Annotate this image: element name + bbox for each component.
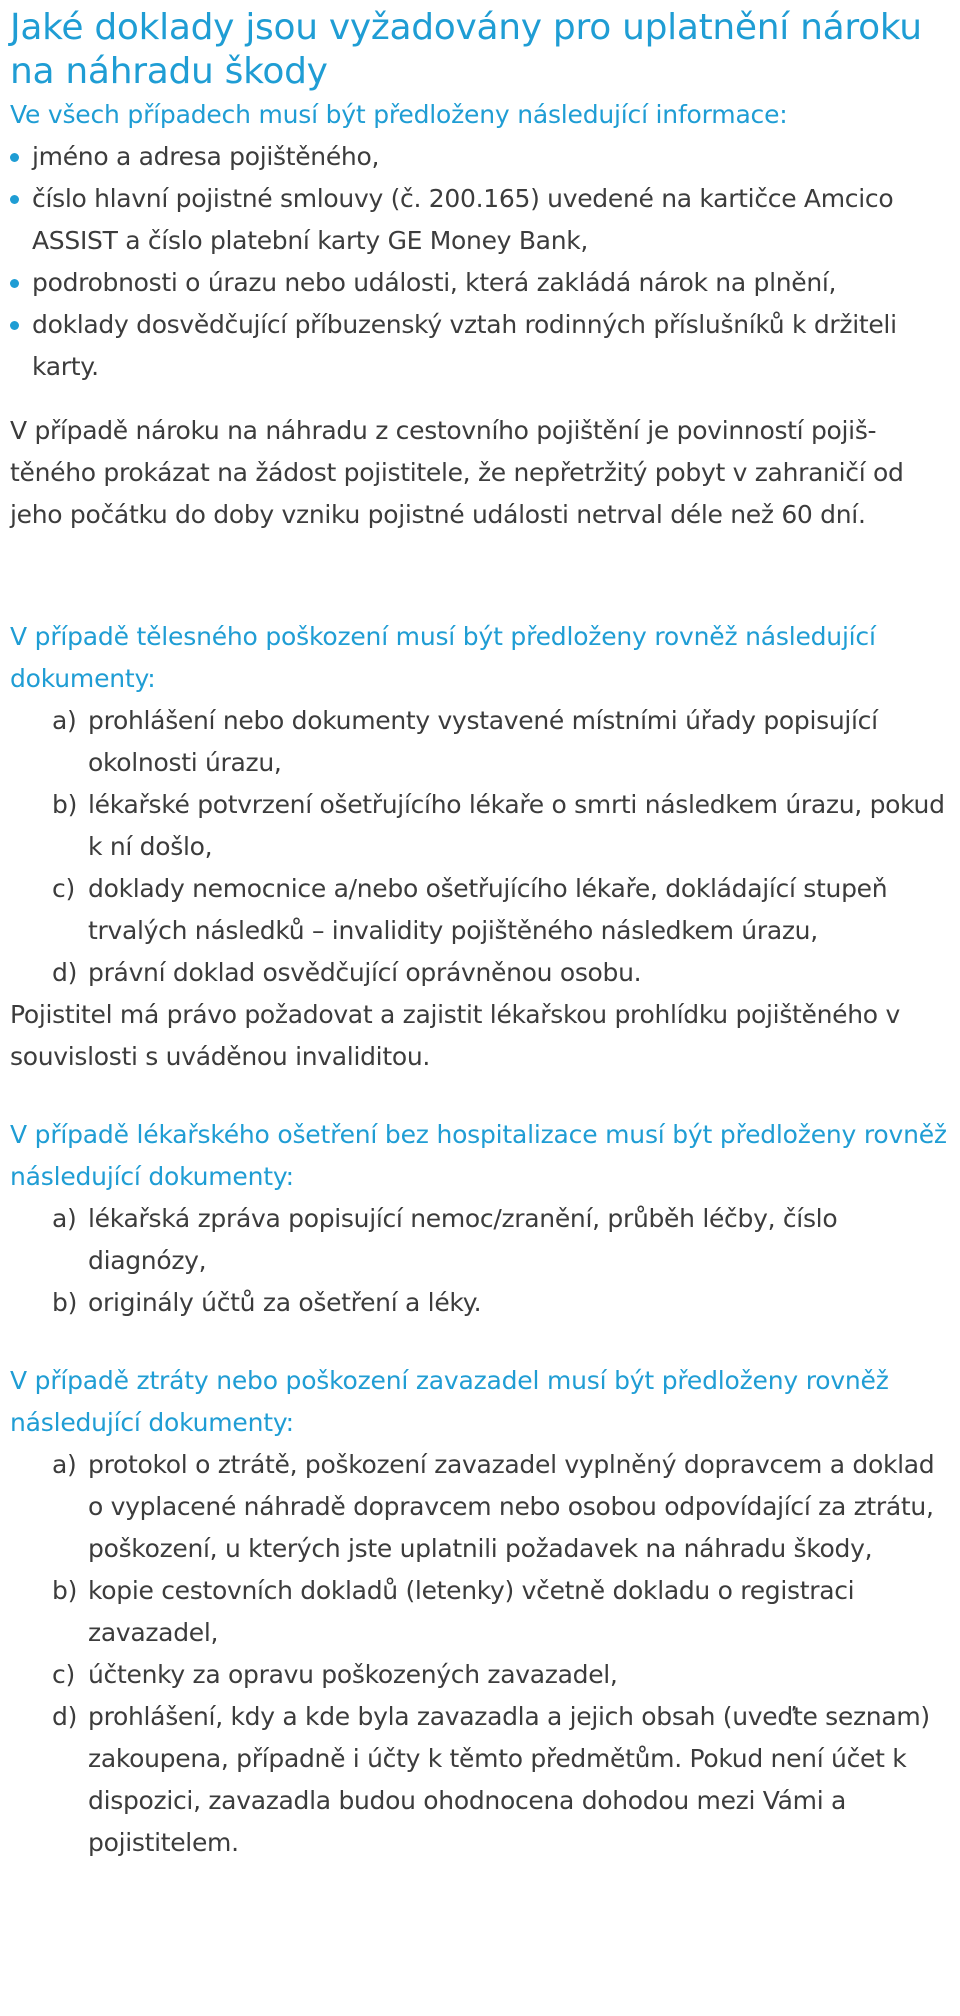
item-marker: a) — [52, 706, 77, 735]
item-text: prohlášení, kdy a kde byla zavazadla a jejich obsah (uveďte seznam) zakoupena, případně i účty k těmto předmětům. Pokud není účet k dispozici, zavazadla budou ohodnocena dohodou mezi Vámi a pojistitelem. — [88, 1702, 930, 1857]
list-item — [10, 1654, 950, 1696]
travel-paragraph: V případě nároku na náhradu z cestovního pojištění je povinností pojiš-těného prokázat na žádost pojistitele, že nepřetržitý pobyt v zahraničí od jeho počátku do doby vzniku pojistné události netrval déle než 60 dní. — [10, 416, 904, 529]
list-item — [10, 1282, 950, 1324]
item-text: lékařská zpráva popisující nemoc/zranění, průběh léčby, číslo diagnózy, — [88, 1204, 838, 1275]
list-item — [10, 1198, 950, 1282]
list-item — [10, 700, 950, 784]
list-item — [10, 868, 950, 952]
list-item: doklady dosvědčující příbuzenský vztah rodinných příslušníků k držiteli karty. — [10, 304, 950, 388]
item-marker: b) — [52, 1576, 78, 1605]
page-title: Jaké doklady jsou vyžadovány pro uplatnění nároku na náhradu škody — [10, 7, 922, 92]
luggage-document-list — [10, 1444, 950, 1864]
outpatient-document-list — [10, 1198, 950, 1324]
item-marker: b) — [52, 790, 78, 819]
list-item: jméno a adresa pojištěného, — [10, 136, 950, 178]
list-item — [10, 784, 950, 868]
intro-list — [10, 136, 950, 388]
list-item: podrobnosti o úrazu nebo události, která zakládá nárok na plnění, — [10, 262, 950, 304]
item-marker: d) — [52, 958, 78, 987]
item-text: prohlášení nebo dokumenty vystavené místními úřady popisující okolnosti úrazu, — [88, 706, 878, 777]
item-text: účtenky za opravu poškozených zavazadel, — [88, 1660, 618, 1689]
list-item — [10, 1444, 950, 1570]
item-text: lékařské potvrzení ošetřujícího lékaře o smrti následkem úrazu, pokud k ní došlo, — [88, 790, 945, 861]
injury-document-list — [10, 700, 950, 994]
item-marker: a) — [52, 1204, 77, 1233]
item-text: protokol o ztrátě, poškození zavazadel vyplněný dopravcem a doklad o vyplacené náhradě dopravcem nebo osobou odpovídající za ztrátu, poškození, u kterých jste uplatnili požadavek na náhradu škody, — [88, 1450, 935, 1563]
item-marker: d) — [52, 1702, 78, 1731]
injury-note: Pojistitel má právo požadovat a zajistit lékařskou prohlídku pojištěného v souvislosti s uváděnou invaliditou. — [10, 1000, 900, 1071]
item-text: právní doklad osvědčující oprávněnou osobu. — [88, 958, 642, 987]
item-marker: c) — [52, 874, 75, 903]
section-heading-luggage: V případě ztráty nebo poškození zavazadel musí být předloženy rovněž následující dokumenty: — [10, 1366, 889, 1437]
list-item — [10, 1696, 950, 1864]
section-heading-outpatient: V případě lékařského ošetření bez hospitalizace musí být předloženy rovněž následující dokumenty: — [10, 1120, 947, 1191]
item-marker: a) — [52, 1450, 77, 1479]
item-text: kopie cestovních dokladů (letenky) včetně dokladu o registraci zavazadel, — [88, 1576, 855, 1647]
item-marker: b) — [52, 1288, 78, 1317]
list-item — [10, 1570, 950, 1654]
item-text: originály účtů za ošetření a léky. — [88, 1288, 482, 1317]
list-item: číslo hlavní pojistné smlouvy (č. 200.165) uvedené na kartičce Amcico ASSIST a číslo platební karty GE Money Bank, — [10, 178, 950, 262]
item-marker: c) — [52, 1660, 75, 1689]
section-heading-injury: V případě tělesného poškození musí být předloženy rovněž následující dokumenty: — [10, 622, 876, 693]
list-item — [10, 952, 950, 994]
item-text: doklady nemocnice a/nebo ošetřujícího lékaře, dokládající stupeň trvalých následků – invalidity pojištěného následkem úrazu, — [88, 874, 888, 945]
intro-heading: Ve všech případech musí být předloženy následující informace: — [10, 100, 788, 129]
